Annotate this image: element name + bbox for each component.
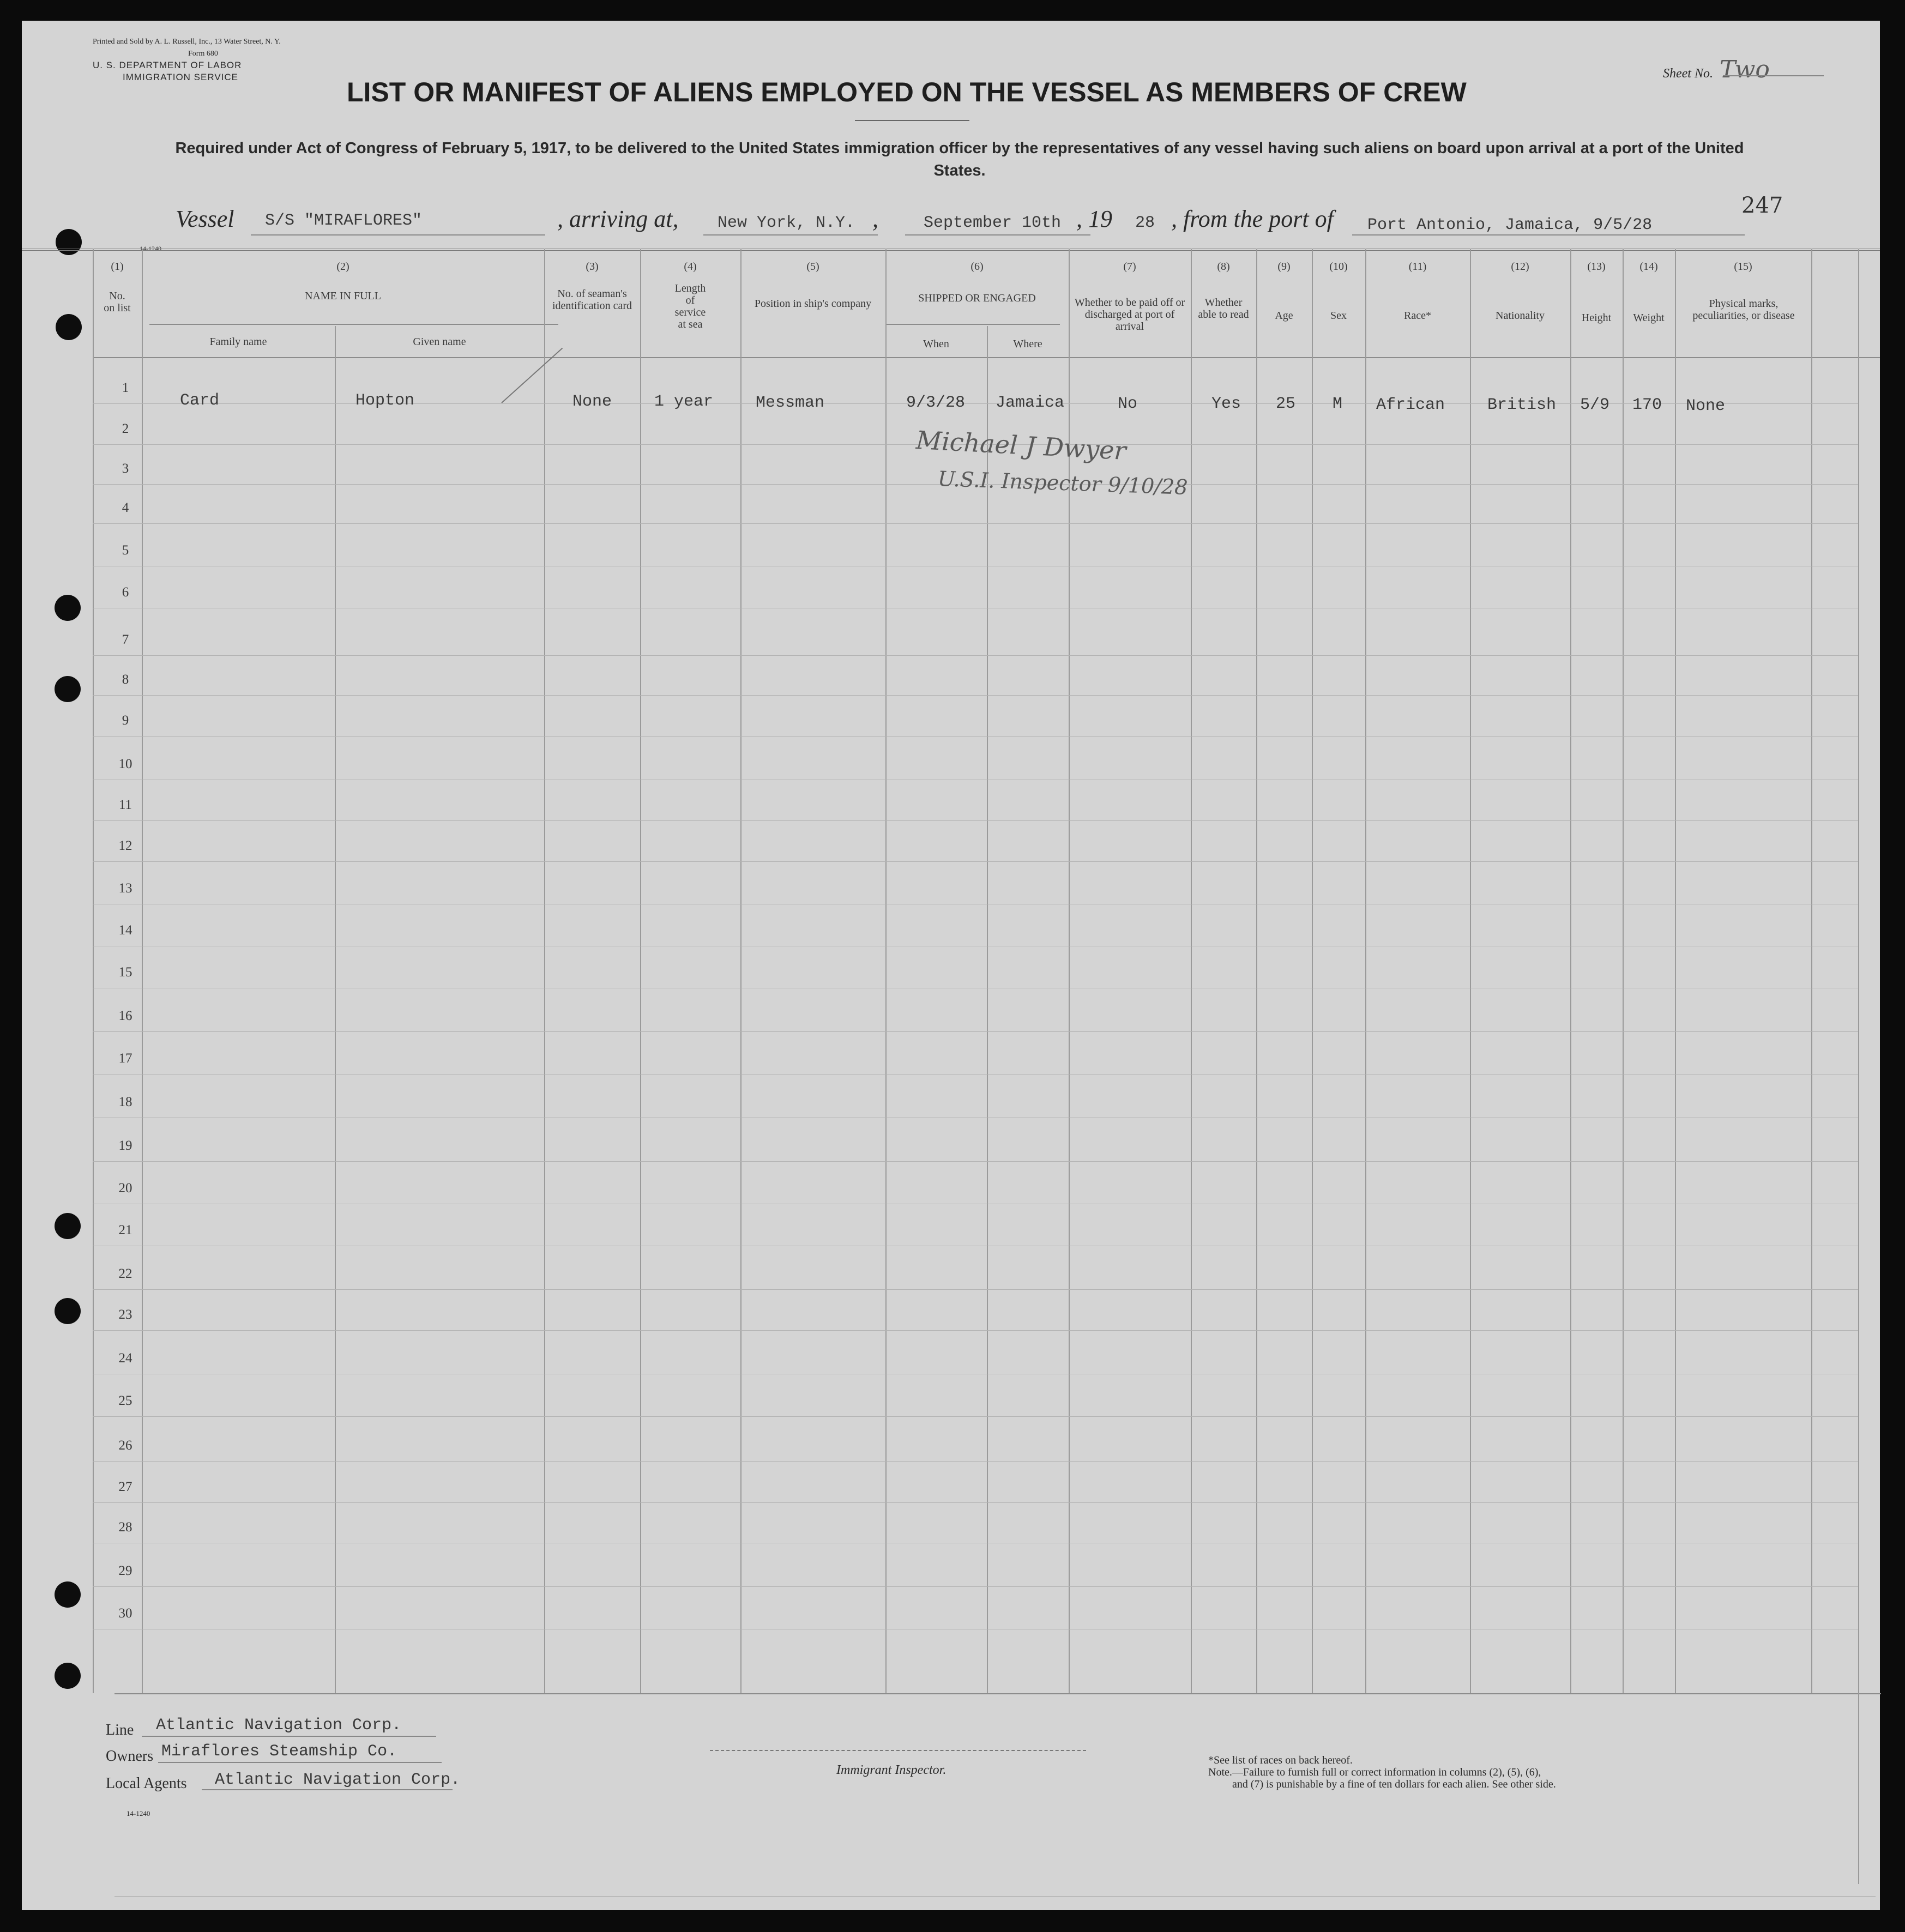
header-paid-off: Whether to be paid off or discharged at port of arrival bbox=[1074, 297, 1185, 333]
entry-race: African bbox=[1376, 396, 1445, 414]
entry-seaman-card: None bbox=[572, 393, 612, 411]
header-shipped: SHIPPED OR ENGAGED bbox=[918, 292, 1036, 304]
punch-hole bbox=[55, 1298, 81, 1324]
row-number: 4 bbox=[122, 500, 129, 515]
arriving-underline bbox=[703, 234, 878, 236]
header-able-read: Whether able to read bbox=[1198, 297, 1249, 321]
table-bottom-rule bbox=[114, 1693, 1881, 1694]
owners-label: Owners bbox=[106, 1748, 154, 1765]
note-races: *See list of races on back hereof. bbox=[1208, 1754, 1353, 1766]
sheet-number bbox=[1663, 56, 1770, 83]
row-number: 25 bbox=[118, 1393, 132, 1408]
row-number: 8 bbox=[122, 672, 129, 687]
immigrant-inspector-label: Immigrant Inspector. bbox=[836, 1763, 947, 1777]
ruled-row-line bbox=[93, 1330, 1858, 1331]
column-divider bbox=[1312, 249, 1313, 1693]
sheet-number-label: Sheet No. bbox=[1663, 67, 1713, 81]
column-divider bbox=[1623, 249, 1624, 1693]
row-number: 15 bbox=[118, 965, 132, 980]
line-underline bbox=[142, 1736, 436, 1737]
small-form-code: 14-1240 bbox=[140, 245, 161, 252]
punch-hole bbox=[55, 1213, 81, 1239]
entry-paid-off: No bbox=[1118, 395, 1138, 413]
row-number: 19 bbox=[118, 1138, 132, 1153]
column-number: (3) bbox=[586, 261, 599, 273]
punch-hole bbox=[55, 1663, 81, 1689]
column-divider bbox=[1811, 249, 1812, 1693]
entry-physical: None bbox=[1686, 397, 1726, 415]
punch-hole bbox=[55, 595, 81, 621]
column-divider bbox=[740, 249, 741, 1693]
ditto-slash-mark bbox=[501, 348, 563, 403]
column-number: (15) bbox=[1734, 261, 1752, 273]
row-number: 3 bbox=[122, 461, 129, 476]
document-subtitle: Required under Act of Congress of February 5, 1917, to be delivered to the United States immigration officer by the representatives of any vessel having such aliens on board upon arrival at a port of the United States. bbox=[175, 140, 1744, 179]
vessel-name: S/S "MIRAFLORES" bbox=[265, 212, 423, 230]
row-number: 27 bbox=[118, 1480, 132, 1494]
arriving-comma: , bbox=[872, 206, 878, 232]
note-line-1: Note.—Failure to furnish full or correct information in columns (2), (5), (6), bbox=[1208, 1766, 1541, 1778]
header-no-on-list: No. on list bbox=[104, 290, 131, 314]
entry-sex: M bbox=[1333, 395, 1343, 413]
arriving-label: , arriving at, bbox=[557, 206, 679, 232]
row-number: 12 bbox=[118, 838, 132, 853]
punch-hole bbox=[56, 229, 82, 255]
row-number: 10 bbox=[118, 757, 132, 771]
ruled-row-line bbox=[93, 523, 1858, 524]
entry-height: 5/9 bbox=[1580, 396, 1610, 414]
inspector-signature-line bbox=[710, 1750, 1086, 1751]
column-number: (14) bbox=[1639, 261, 1658, 273]
row-number: 2 bbox=[122, 421, 129, 436]
header-name-in-full: NAME IN FULL bbox=[305, 290, 381, 302]
ruled-row-line bbox=[93, 1586, 1858, 1587]
ruled-row-line bbox=[93, 1031, 1858, 1032]
row-number: 26 bbox=[118, 1438, 132, 1453]
sheet-number-underline bbox=[1723, 75, 1824, 76]
row-number: 22 bbox=[118, 1266, 132, 1281]
arriving-port: New York, N.Y. bbox=[718, 214, 855, 232]
column-divider bbox=[335, 326, 336, 1693]
ruled-row-line bbox=[93, 655, 1858, 656]
column-divider bbox=[1470, 249, 1471, 1693]
column-number: (2) bbox=[336, 261, 349, 273]
entry-given-name: Hopton bbox=[355, 391, 415, 410]
punch-hole bbox=[55, 676, 81, 702]
row-number: 18 bbox=[118, 1095, 132, 1109]
row-number: 20 bbox=[118, 1181, 132, 1196]
form-number: Form 680 bbox=[188, 50, 218, 58]
ruled-row-line bbox=[93, 1289, 1858, 1290]
column-divider bbox=[987, 326, 988, 1693]
header-family-name: Family name bbox=[209, 336, 267, 348]
row-number: 13 bbox=[118, 881, 132, 896]
document-title: LIST OR MANIFEST OF ALIENS EMPLOYED ON THE VESSEL AS MEMBERS OF CREW bbox=[347, 77, 1467, 107]
arrival-year: 28 bbox=[1135, 214, 1155, 232]
port-label: , from the port of bbox=[1171, 206, 1334, 232]
header-where: Where bbox=[1013, 338, 1042, 350]
column-number: (12) bbox=[1511, 261, 1529, 273]
title-rule bbox=[855, 120, 969, 121]
column-number: (8) bbox=[1217, 261, 1230, 273]
punch-hole bbox=[55, 1581, 81, 1608]
name-subheader-rule bbox=[149, 324, 558, 325]
column-divider bbox=[142, 249, 143, 1693]
row-number: 28 bbox=[118, 1520, 132, 1535]
port-underline bbox=[1352, 234, 1745, 236]
note-line-2: and (7) is punishable by a fine of ten dollars for each alien. See other side. bbox=[1232, 1778, 1556, 1790]
year-label: , 19 bbox=[1076, 206, 1112, 232]
column-divider bbox=[1069, 249, 1070, 1693]
bottom-edge-rule bbox=[114, 1896, 1876, 1897]
column-number: (13) bbox=[1587, 261, 1606, 273]
row-number: 23 bbox=[118, 1307, 132, 1322]
row-number: 29 bbox=[118, 1563, 132, 1578]
entry-able-read: Yes bbox=[1211, 395, 1241, 413]
row-number: 1 bbox=[122, 381, 129, 395]
column-number: (1) bbox=[111, 261, 124, 273]
ruled-row-line bbox=[93, 820, 1858, 821]
ruled-row-line bbox=[93, 861, 1858, 862]
row-number: 24 bbox=[118, 1351, 132, 1366]
row-number: 11 bbox=[118, 798, 132, 812]
row-number: 5 bbox=[122, 543, 129, 558]
row-number: 30 bbox=[118, 1606, 132, 1621]
local-agents-value: Atlantic Navigation Corp. bbox=[215, 1771, 461, 1789]
arrival-date: September 10th bbox=[924, 214, 1062, 232]
vessel-underline bbox=[251, 234, 545, 236]
departure-port: Port Antonio, Jamaica, 9/5/28 bbox=[1367, 216, 1653, 234]
ruled-row-line bbox=[93, 695, 1858, 696]
local-agents-label: Local Agents bbox=[106, 1775, 187, 1792]
entry-nationality: British bbox=[1487, 396, 1557, 414]
column-divider bbox=[1365, 249, 1366, 1693]
table-top-rule bbox=[22, 249, 1880, 251]
row-number: 21 bbox=[118, 1223, 132, 1237]
owners-value: Miraflores Steamship Co. bbox=[161, 1742, 397, 1761]
ruled-row-line bbox=[93, 1461, 1858, 1462]
column-number: (10) bbox=[1329, 261, 1348, 273]
row-number: 9 bbox=[122, 713, 129, 728]
column-divider bbox=[1675, 249, 1676, 1693]
entry-where: Jamaica bbox=[996, 394, 1065, 412]
punch-hole bbox=[56, 314, 82, 340]
header-position: Position in ship's company bbox=[754, 298, 872, 310]
page-number: 247 bbox=[1741, 193, 1783, 218]
printer-line: Printed and Sold by A. L. Russell, Inc., 13 Water Street, N. Y. bbox=[93, 38, 281, 46]
entry-age: 25 bbox=[1276, 395, 1296, 413]
row-number: 6 bbox=[122, 585, 129, 600]
header-height: Height bbox=[1581, 312, 1612, 324]
column-divider bbox=[1191, 249, 1192, 1693]
header-bottom-rule bbox=[93, 357, 1880, 358]
column-divider bbox=[640, 249, 641, 1693]
header-seaman-card: No. of seaman's identification card bbox=[552, 288, 632, 312]
local-agents-underline bbox=[202, 1789, 453, 1790]
footer-form-code: 14-1240 bbox=[126, 1809, 150, 1818]
department-label: U. S. DEPARTMENT OF LABOR bbox=[93, 60, 242, 70]
row-number: 17 bbox=[118, 1051, 132, 1066]
entry-family-name: Card bbox=[180, 391, 220, 410]
service-label: IMMIGRATION SERVICE bbox=[123, 72, 239, 82]
row-number: 16 bbox=[118, 1009, 132, 1023]
header-physical: Physical marks, peculiarities, or disease bbox=[1692, 298, 1795, 322]
owners-underline bbox=[158, 1762, 442, 1763]
date-underline bbox=[905, 234, 1090, 236]
entry-position: Messman bbox=[756, 394, 825, 412]
row-number: 14 bbox=[118, 923, 132, 938]
column-divider bbox=[885, 249, 887, 1693]
column-number: (9) bbox=[1277, 261, 1291, 273]
entry-length-service: 1 year bbox=[654, 393, 714, 411]
header-race: Race* bbox=[1404, 310, 1431, 322]
manifest-sheet bbox=[22, 21, 1880, 1910]
header-length-service: Length of service at sea bbox=[674, 282, 706, 330]
sheet-number-value: Two bbox=[1719, 56, 1770, 83]
entry-when: 9/3/28 bbox=[906, 394, 966, 412]
inspector-signature: Michael J Dwyer bbox=[915, 425, 1127, 466]
column-divider bbox=[1570, 249, 1571, 1693]
column-number: (4) bbox=[684, 261, 697, 273]
inspector-title-date: U.S.I. Inspector 9/10/28 bbox=[937, 467, 1189, 499]
ruled-row-line bbox=[93, 1161, 1858, 1162]
header-age: Age bbox=[1275, 310, 1293, 322]
line-value: Atlantic Navigation Corp. bbox=[156, 1716, 402, 1735]
header-sex: Sex bbox=[1330, 310, 1347, 322]
column-number: (7) bbox=[1123, 261, 1136, 273]
header-weight: Weight bbox=[1633, 312, 1665, 324]
vessel-label: Vessel bbox=[176, 206, 234, 232]
column-divider bbox=[544, 249, 545, 1693]
entry-weight: 170 bbox=[1632, 396, 1662, 414]
column-number: (5) bbox=[806, 261, 819, 273]
column-divider bbox=[1858, 249, 1859, 1884]
ruled-row-line bbox=[93, 1416, 1858, 1417]
header-given-name: Given name bbox=[413, 336, 466, 348]
ruled-row-line bbox=[93, 1502, 1858, 1503]
row-number: 7 bbox=[122, 632, 129, 647]
column-divider bbox=[1256, 249, 1257, 1693]
table-left-rule bbox=[93, 249, 94, 1693]
shipped-subheader-rule bbox=[885, 324, 1060, 325]
header-nationality: Nationality bbox=[1496, 310, 1545, 322]
column-number: (11) bbox=[1408, 261, 1427, 273]
line-label: Line bbox=[106, 1722, 134, 1738]
header-when: When bbox=[923, 338, 949, 350]
column-number: (6) bbox=[970, 261, 984, 273]
